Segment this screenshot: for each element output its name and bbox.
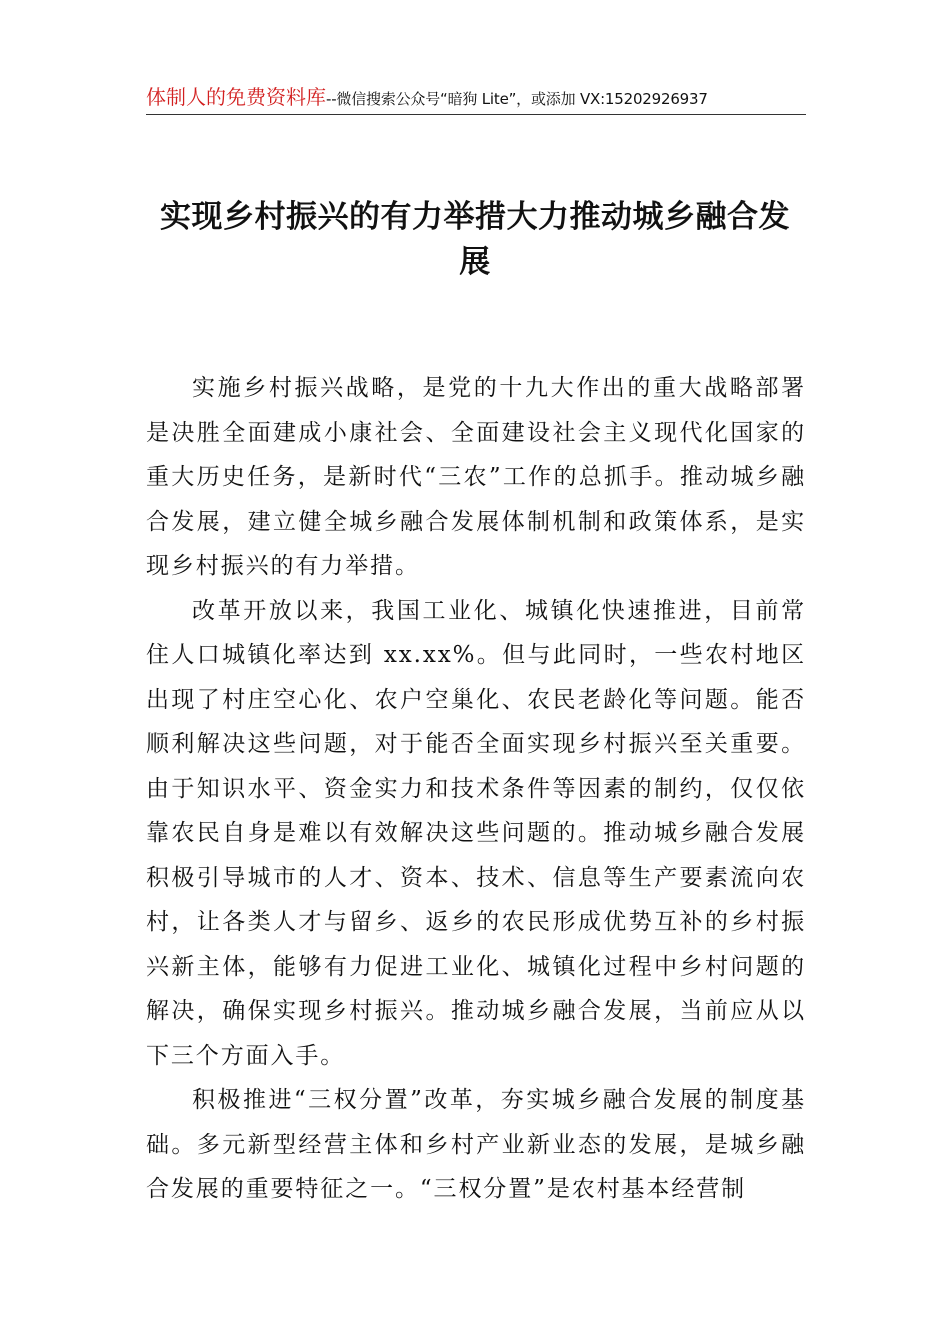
paragraph: 实施乡村振兴战略，是党的十九大作出的重大战略部署是决胜全面建成小康社会、全面建设社会主义现代化国家的重大历史任务，是新时代“三农”工作的总抓手。推动城乡融合发展，建立健全城乡融合发展体制机制和政策体系，是实现乡村振兴的有力举措。	[146, 375, 806, 579]
document-title: 实现乡村振兴的有力举措大力推动城乡融合发展	[160, 199, 790, 280]
paragraph: 改革开放以来，我国工业化、城镇化快速推进，目前常住人口城镇化率达到 xx.xx%。但与此同时，一些农村地区出现了村庄空心化、农户空巢化、农民老龄化等问题。能否顺利解决这些问题，对于能否全面实现乡村振兴至关重要。由于知识水平、资金实力和技术条件等因素的制约，仅仅依靠农民自身是难以有效解决这些问题的。推动城乡融合发展积极引导城市的人才、资本、技术、信息等生产要素流向农村，让各类人才与留乡、返乡的农民形成优势互补的乡村振兴新主体，能够有力促进工业化、城镇化过程中乡村问题的解决，确保实现乡村振兴。推动城乡融合发展，当前应从以下三个方面入手。	[146, 597, 806, 1069]
paragraph: 积极推进“三权分置”改革，夯实城乡融合发展的制度基础。多元新型经营主体和乡村产业新业态的发展，是城乡融合发展的重要特征之一。“三权分置”是农村基本经营制	[146, 1087, 806, 1202]
header-brand: 体制人的免费资料库	[146, 85, 326, 109]
header-note: --微信搜索公众号“暗狗 Lite”，或添加 VX:15202926937	[326, 90, 708, 108]
document-body	[146, 366, 806, 1212]
page-header	[146, 84, 806, 115]
